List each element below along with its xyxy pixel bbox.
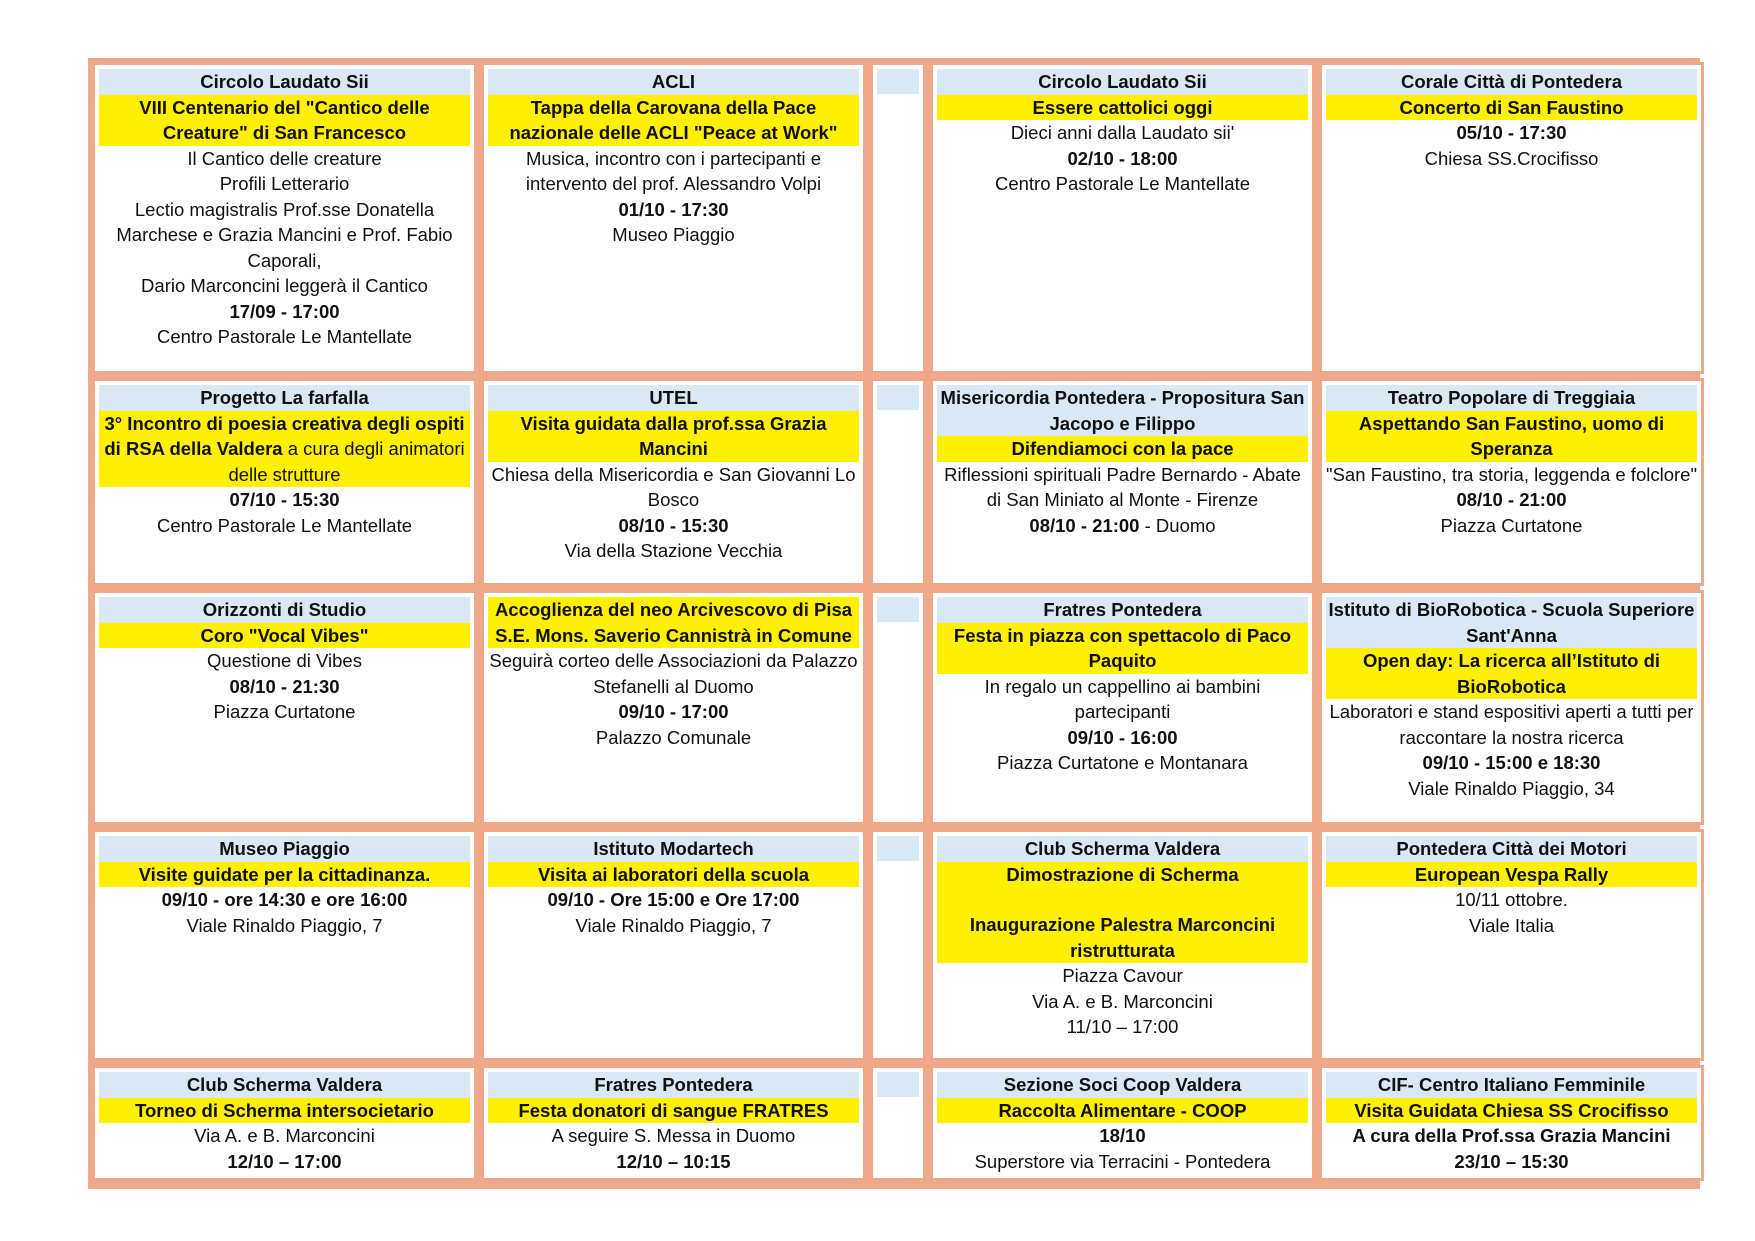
- spacer-header: [877, 597, 919, 622]
- event-detail: Profili Letterario: [219, 173, 350, 194]
- event-title: Visita guidata dalla prof.ssa Grazia Mancini: [488, 411, 859, 462]
- event-title-extra: a cura degli animatori delle strutture: [228, 438, 465, 485]
- event-title: [99, 411, 470, 488]
- event-place: Centro Pastorale Le Mantellate: [156, 514, 413, 536]
- event-detail: Seguirà corteo delle Associazioni da Palazzo Stefanelli al Duomo: [489, 650, 858, 697]
- event-date: 23/10 – 15:30: [1454, 1150, 1569, 1172]
- event-cell: [92, 62, 477, 374]
- event-title: Open day: La ricerca all’Istituto di BioRobotica: [1326, 648, 1697, 699]
- spacer-cell: [870, 62, 926, 374]
- event-detail: Viale Italia: [1468, 914, 1555, 936]
- event-detail: Chiesa della Misericordia e San Giovanni Lo Bosco: [491, 463, 856, 510]
- event-title: Aspettando San Faustino, uomo di Speranza: [1326, 411, 1697, 462]
- event-date: 08/10 - 15:30: [618, 514, 729, 536]
- event-organizer: Circolo Laudato Sii: [937, 69, 1308, 95]
- event-title: Festa in piazza con spettacolo di Paco Paquito: [937, 623, 1308, 674]
- event-detail: 11/10 – 17:00: [1066, 1016, 1179, 1037]
- event-place: Superstore via Terracini - Pontedera: [974, 1150, 1271, 1172]
- spacer-header: [877, 69, 919, 94]
- event-date: 18/10: [1099, 1125, 1146, 1146]
- event-title-second: Inaugurazione Palestra Marconcini ristrutturata: [969, 914, 1276, 961]
- event-organizer: Misericordia Pontedera - Propositura San Jacopo e Filippo: [937, 385, 1308, 436]
- event-place: Centro Pastorale Le Mantellate: [156, 326, 413, 347]
- event-title: Visite guidate per la cittadinanza.: [99, 862, 470, 888]
- event-title: Coro "Vocal Vibes": [99, 623, 470, 649]
- event-place: - Duomo: [1139, 514, 1216, 536]
- event-detail: Lectio magistralis Prof.sse Donatella Marchese e Grazia Mancini e Prof. Fabio Caporali,: [116, 198, 453, 271]
- event-cell: [1319, 829, 1704, 1061]
- event-detail: "San Faustino, tra storia, leggenda e folclore": [1326, 463, 1698, 485]
- event-place: Piazza Curtatone: [213, 701, 356, 722]
- event-detail: 10/11 ottobre.: [1455, 889, 1568, 910]
- event-organizer: ACLI: [488, 69, 859, 95]
- event-date: 12/10 – 10:15: [616, 1150, 731, 1172]
- event-cell: [481, 1065, 866, 1181]
- event-title: Festa donatori di sangue FRATRES: [488, 1098, 859, 1124]
- event-cell: [930, 1065, 1315, 1181]
- event-detail: Dario Marconcini leggerà il Cantico: [141, 275, 428, 296]
- spacer-cell: [870, 590, 926, 825]
- event-place: Viale Rinaldo Piaggio, 34: [1408, 777, 1615, 799]
- event-cell: [481, 62, 866, 374]
- event-place: Viale Rinaldo Piaggio, 7: [575, 914, 772, 936]
- event-date: 17/09 - 17:00: [229, 300, 340, 322]
- event-organizer: Club Scherma Valdera: [937, 836, 1308, 862]
- event-place: Centro Pastorale Le Mantellate: [994, 173, 1251, 194]
- event-organizer: UTEL: [488, 385, 859, 411]
- event-cell: [1319, 590, 1704, 825]
- event-cell: [930, 62, 1315, 374]
- event-organizer: Pontedera Città dei Motori: [1326, 836, 1697, 862]
- event-organizer: Orizzonti di Studio: [99, 597, 470, 623]
- event-detail: Laboratori e stand espositivi aperti a tutti per raccontare la nostra ricerca: [1329, 701, 1694, 748]
- event-title: European Vespa Rally: [1326, 862, 1697, 888]
- event-place: Via della Stazione Vecchia: [564, 540, 783, 561]
- event-cell: [930, 590, 1315, 825]
- event-organizer: Istituto di BioRobotica - Scuola Superiore Sant'Anna: [1326, 597, 1697, 648]
- event-detail: Questione di Vibes: [207, 650, 362, 671]
- event-title-block: [937, 862, 1308, 964]
- event-title: Dimostrazione di Scherma: [1006, 863, 1239, 885]
- event-cell: [92, 1065, 477, 1181]
- event-date: 08/10 - 21:30: [229, 675, 340, 697]
- event-organizer: Circolo Laudato Sii: [99, 69, 470, 95]
- event-date: 02/10 - 18:00: [1067, 147, 1178, 169]
- spacer-cell: [870, 829, 926, 1061]
- event-detail: Piazza Cavour: [1062, 965, 1183, 986]
- event-detail: Riflessioni spirituali Padre Bernardo - Abate di San Miniato al Monte - Firenze: [944, 463, 1301, 510]
- event-organizer: CIF- Centro Italiano Femminile: [1326, 1072, 1697, 1098]
- event-date-line: [937, 513, 1308, 539]
- event-title: Raccolta Alimentare - COOP: [937, 1098, 1308, 1124]
- event-date: 07/10 - 15:30: [229, 489, 340, 510]
- spacer-header: [877, 1072, 919, 1097]
- event-date: 09/10 - 16:00: [1067, 726, 1178, 748]
- event-detail: Il Cantico delle creature: [187, 147, 382, 169]
- event-title: Torneo di Scherma intersocietario: [99, 1098, 470, 1124]
- event-title: Visita ai laboratori della scuola: [488, 862, 859, 888]
- event-cell: [1319, 62, 1704, 374]
- event-cell: [1319, 378, 1704, 586]
- event-detail: Dieci anni dalla Laudato sii': [1010, 122, 1235, 143]
- event-place: Museo Piaggio: [612, 224, 735, 245]
- event-organizer: Progetto La farfalla: [99, 385, 470, 411]
- event-date: 09/10 - 15:00 e 18:30: [1422, 752, 1601, 773]
- event-title-gap: [937, 887, 1308, 912]
- event-place: Piazza Curtatone e Montanara: [997, 752, 1248, 773]
- event-date: 08/10 - 21:00: [1029, 514, 1140, 536]
- event-organizer: Corale Città di Pontedera: [1326, 69, 1697, 95]
- event-detail: A seguire S. Messa in Duomo: [551, 1125, 796, 1146]
- event-cell: [1319, 1065, 1704, 1181]
- event-title: Visita Guidata Chiesa SS Crocifisso: [1326, 1098, 1697, 1124]
- event-place: Viale Rinaldo Piaggio, 7: [186, 914, 383, 936]
- event-organizer: Club Scherma Valdera: [99, 1072, 470, 1098]
- event-cell: [481, 378, 866, 586]
- event-detail: Via A. e B. Marconcini: [1032, 990, 1213, 1012]
- event-detail: In regalo un cappellino ai bambini partecipanti: [984, 675, 1261, 722]
- spacer-header: [877, 836, 919, 861]
- event-date: 01/10 - 17:30: [618, 198, 729, 220]
- spacer-header: [877, 385, 919, 410]
- event-date: 12/10 – 17:00: [227, 1150, 342, 1172]
- event-title: Difendiamoci con la pace: [937, 436, 1308, 462]
- event-title: Accoglienza del neo Arcivescovo di Pisa S.E. Mons. Saverio Cannistrà in Comune: [488, 597, 859, 648]
- spacer-cell: [870, 1065, 926, 1181]
- event-organizer: Museo Piaggio: [99, 836, 470, 862]
- event-cell: [930, 378, 1315, 586]
- event-cell: [92, 829, 477, 1061]
- event-place: Chiesa SS.Crocifisso: [1424, 147, 1599, 169]
- event-date: 08/10 - 21:00: [1456, 489, 1567, 510]
- event-date: 05/10 - 17:30: [1456, 122, 1567, 143]
- event-curator: A cura della Prof.ssa Grazia Mancini: [1352, 1125, 1671, 1146]
- event-organizer: Teatro Popolare di Treggiaia: [1326, 385, 1697, 411]
- event-place: Piazza Curtatone: [1440, 514, 1583, 536]
- event-organizer: Fratres Pontedera: [937, 597, 1308, 623]
- event-organizer: Istituto Modartech: [488, 836, 859, 862]
- event-cell: [481, 590, 866, 825]
- event-detail: Musica, incontro con i partecipanti e intervento del prof. Alessandro Volpi: [525, 147, 822, 194]
- event-place: Palazzo Comunale: [595, 726, 752, 748]
- event-cell: [930, 829, 1315, 1061]
- event-organizer: Sezione Soci Coop Valdera: [937, 1072, 1308, 1098]
- event-title-main: 3° Incontro di poesia creativa degli ospiti di RSA della Valdera: [104, 412, 465, 459]
- event-title: Tappa della Carovana della Pace nazionale delle ACLI "Peace at Work": [488, 95, 859, 146]
- spacer-cell: [870, 378, 926, 586]
- event-cell: [481, 829, 866, 1061]
- event-organizer: Fratres Pontedera: [488, 1072, 859, 1098]
- event-date: 09/10 - Ore 15:00 e Ore 17:00: [547, 889, 800, 910]
- event-cell: [92, 378, 477, 586]
- event-title: VIII Centenario del "Cantico delle Creature" di San Francesco: [99, 95, 470, 146]
- events-grid: [88, 58, 1700, 1189]
- event-title: Essere cattolici oggi: [937, 95, 1308, 121]
- event-detail: Via A. e B. Marconcini: [194, 1125, 375, 1146]
- event-date: 09/10 - 17:00: [618, 701, 729, 722]
- event-cell: [92, 590, 477, 825]
- event-date: 09/10 - ore 14:30 e ore 16:00: [161, 889, 408, 910]
- event-title: Concerto di San Faustino: [1326, 95, 1697, 121]
